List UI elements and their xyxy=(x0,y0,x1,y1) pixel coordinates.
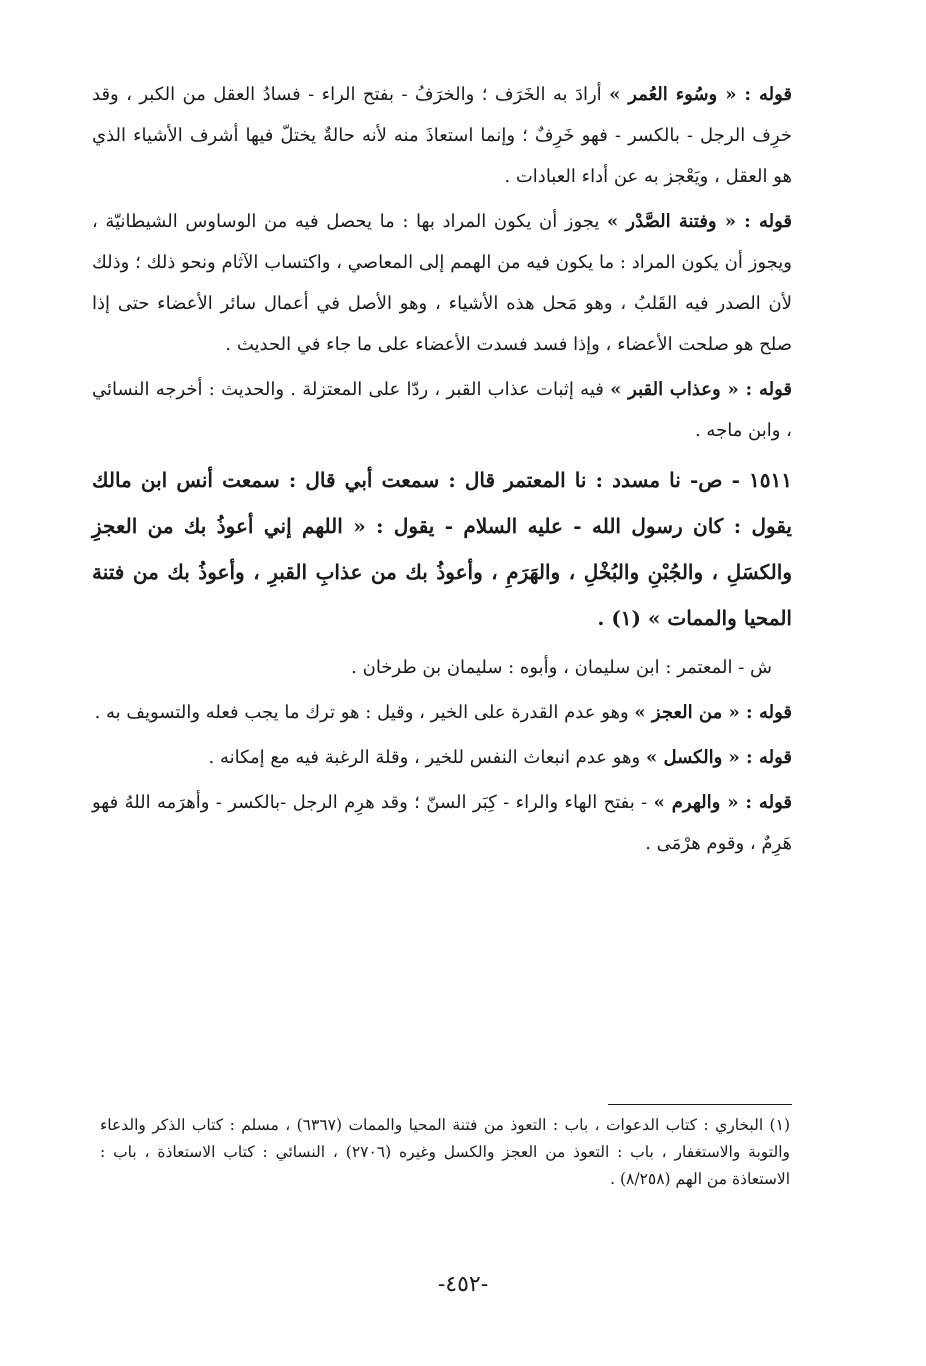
paragraph-text: وهو عدم انبعاث النفس للخير ، وقلة الرغبة فيه مع إمكانه . xyxy=(208,747,646,768)
quoted-term: قوله : « والهرم » xyxy=(653,792,792,813)
commentary-paragraph xyxy=(92,201,792,365)
paragraph-text: أرادَ به الخَرَف ؛ والخرَفُ - بفتح الراء - فسادُ العقل من الكبر ، وقد خرِف الرجل - بالكسر - فهو خَرِفٌ ؛ وإنما استعاذَ منه لأنه حالةٌ يختلّ فيها أشرف الأشياء الذي هو العقل ، ويَعْجز به عن أداء العبادات . xyxy=(92,84,792,187)
commentary-paragraph xyxy=(92,737,792,778)
paragraph-text: وهو عدم القدرة على الخير ، وقيل : هو ترك ما يجب فعله والتسويف به . xyxy=(94,702,635,723)
quoted-term: قوله : « وعذاب القبر » xyxy=(610,379,793,400)
paragraph-text: يجوز أن يكون المراد بها : ما يحصل فيه من الوساوس الشيطانيّة ، ويجوز أن يكون المراد : ما يكون فيه من الهمم إلى المعاصي ، واكتساب الآثام ونحو ذلك ؛ وذلك لأن الصدر فيه القَلبُ ، وهو مَحل هذه الأشياء ، وهو الأصل في أعمال سائر الأعضاء حتى إذا صلح هو صلحت الأعضاء ، وإذا فسد فسدت الأعضاء على ما جاء في الحديث . xyxy=(92,211,792,355)
commentary-paragraph xyxy=(92,369,792,451)
page-number: -٤٥٢- xyxy=(437,1272,489,1297)
paragraph-text: - بفتح الهاء والراء - كِبَر السنّ ؛ وقد هرِم الرجل -بالكسر - وأهرَمه اللهُ فهو هَرِمٌ ، وقوم هرْمَى . xyxy=(92,792,792,854)
commentary-paragraph xyxy=(92,782,792,864)
quoted-term: قوله : « وفتنة الصَّدْر » xyxy=(607,211,793,232)
sharh-line: ش - المعتمر : ابن سليمان ، وأبوه : سليمان بن طرخان . xyxy=(351,657,772,678)
hadith-text: ١٥١١ - ص- نا مسدد : نا المعتمر قال : سمعت أبي قال : سمعت أنس ابن مالك يقول : كان رسول الله - عليه السلام - يقول : « اللهم إني أعوذُ بك من العجزِ والكسَلِ ، والجُبْنِ والبُخْلِ ، والهَرَمِ ، وأعوذُ بك من عذابِ القبرِ ، وأعوذُ بك من فتنة المحيا والممات » (١) . xyxy=(92,468,793,630)
quoted-term: قوله : « والكسل » xyxy=(645,747,792,768)
paragraph-text: فيه إثبات عذاب القبر ، ردّا على المعتزلة . والحديث : أخرجه النسائي ، وابن ماجه . xyxy=(92,379,792,441)
quoted-term: قوله : « من العجز » xyxy=(634,702,792,723)
quoted-term: قوله : « وسُوء العُمر » xyxy=(609,84,793,105)
commentary-paragraph xyxy=(92,74,792,197)
footnote: (١) البخاري : كتاب الدعوات ، باب : التعوذ من فتنة المحيا والممات (٦٣٦٧) ، مسلم : كتاب الذكر والدعاء والتوبة والاستغفار ، باب : التعوذ من العجز والكسل وغيره (٢٧٠٦) ، النسائي : كتاب الاستعاذة ، باب : الاستعاذة من الهم (٨/٢٥٨) . xyxy=(100,1116,790,1188)
commentary-paragraph xyxy=(92,692,792,733)
footnote-divider xyxy=(608,1104,792,1105)
page-body xyxy=(92,74,792,868)
